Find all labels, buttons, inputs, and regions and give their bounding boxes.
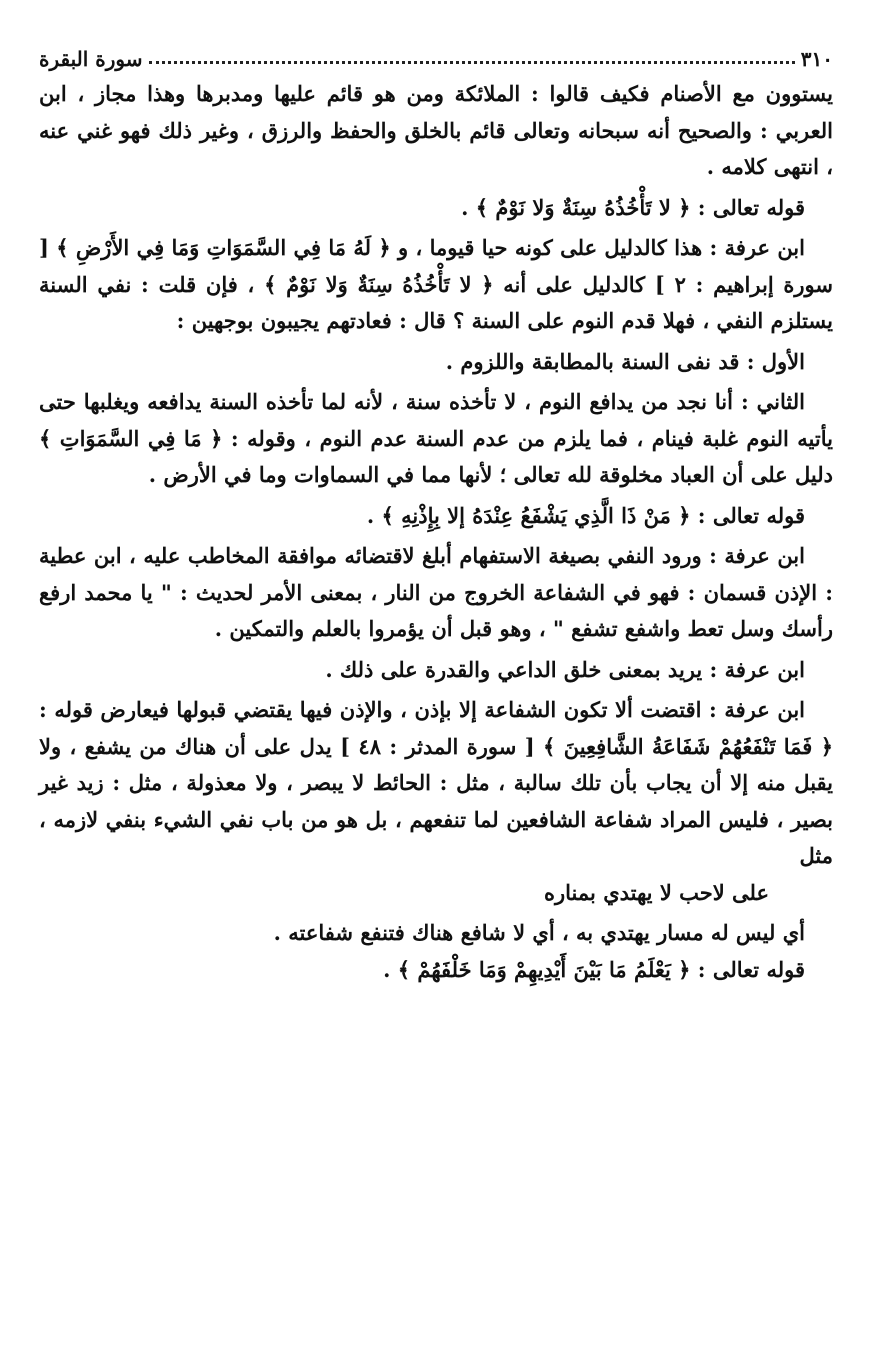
paragraph: ابن عرفة : هذا كالدليل على كونه حيا قيوما ، و ﴿ لَهُ مَا فِي السَّمَوَاتِ وَمَا فِي الأَرْضِ ﴾ [ سورة إبراهيم : ٢ ] كالدليل على أنه ﴿ لا تَأْخُذُهُ سِنَةٌ وَلا نَوْمٌ ﴾ ، فإن قلت : نفي السنة يستلزم النفي ، فهلا قدم النوم على السنة ؟ قال : فعادتهم يجيبون بوجهين : bbox=[39, 235, 833, 333]
paragraph: أي ليس له مسار يهتدي به ، أي لا شافع هناك فتنفع شفاعته . bbox=[273, 920, 805, 945]
paragraph-verse-heading: قوله تعالى : ﴿ يَعْلَمُ مَا بَيْنَ أَيْدِيهِمْ وَمَا خَلْفَهُمْ ﴾ . bbox=[383, 956, 805, 982]
paragraph: ابن عرفة : ورود النفي بصيغة الاستفهام أبلغ لاقتضائه موافقة المخاطب عليه ، ابن عطية : الإذن قسمان : فهو في الشفاعة الخروج من النار ، بمعنى الأمر لحديث : " يا محمد ارفع رأسك وسل تعط واشفع تشفع " ، وهو قبل أن يؤمروا بالعلم والتمكين . bbox=[39, 543, 833, 641]
header-dotted-leader bbox=[149, 61, 795, 64]
paragraph: الأول : قد نفى السنة بالمطابقة واللزوم . bbox=[445, 348, 805, 374]
book-page bbox=[39, 44, 833, 988]
paragraph-continuation: يستوون مع الأصنام فكيف قالوا : الملائكة ومن هو قائم عليها ومدبرها وهذا مجاز ، ابن العربي : والصحيح أنه سبحانه وتعالى قائم بالخلق والحفظ والرزق ، وغير ذلك فهو غني عنه ، انتهى كلامه . bbox=[39, 81, 833, 179]
paragraph: الثاني : أنا نجد من يدافع النوم ، لا تأخذه سنة ، لأنه لما تأخذه السنة يدافعه ويغلبها حتى يأتيه النوم غلبة فينام ، فما يلزم من عدم السنة عدم النوم ، وقوله : ﴿ مَا فِي السَّمَوَاتِ ﴾ دليل على أن العباد مخلوقة لله تعالى ؛ لأنها مما في السماوات وما في الأرض . bbox=[39, 389, 833, 487]
paragraph-verse-heading: قوله تعالى : ﴿ مَنْ ذَا الَّذِي يَشْفَعُ عِنْدَهُ إلا بِإِذْنِهِ ﴾ . bbox=[366, 502, 805, 528]
page-body bbox=[39, 76, 833, 988]
paragraph: ابن عرفة : اقتضت ألا تكون الشفاعة إلا بإذن ، والإذن فيها يقتضي قبولها فيعارض قوله : ﴿ فَمَا تَنْفَعُهُمْ شَفَاعَةُ الشَّافِعِينَ ﴾ [ سورة المدثر : ٤٨ ] يدل على أن هناك من يشفع ، ولا يقبل منه إلا أن يجاب بأن تلك سالبة ، مثل : الحائط لا يبصر ، ولا معذولة ، مثل : زيد غير بصير ، فليس المراد شفاعة الشافعين لما تنفعهم ، بل هو من باب نفي الشيء بنفي لازمه ، مثل bbox=[39, 697, 833, 868]
page-header bbox=[39, 44, 833, 74]
paragraph: ابن عرفة : يريد بمعنى خلق الداعي والقدرة على ذلك . bbox=[325, 656, 805, 682]
page-number: ٣١٠ bbox=[800, 47, 833, 71]
running-title: سورة البقرة bbox=[39, 47, 143, 71]
paragraph-verse-heading: قوله تعالى : ﴿ لا تَأْخُذُهُ سِنَةٌ وَلا نَوْمٌ ﴾ . bbox=[461, 194, 805, 220]
poem-verse: على لاحب لا يهتدي بمناره bbox=[544, 879, 769, 905]
